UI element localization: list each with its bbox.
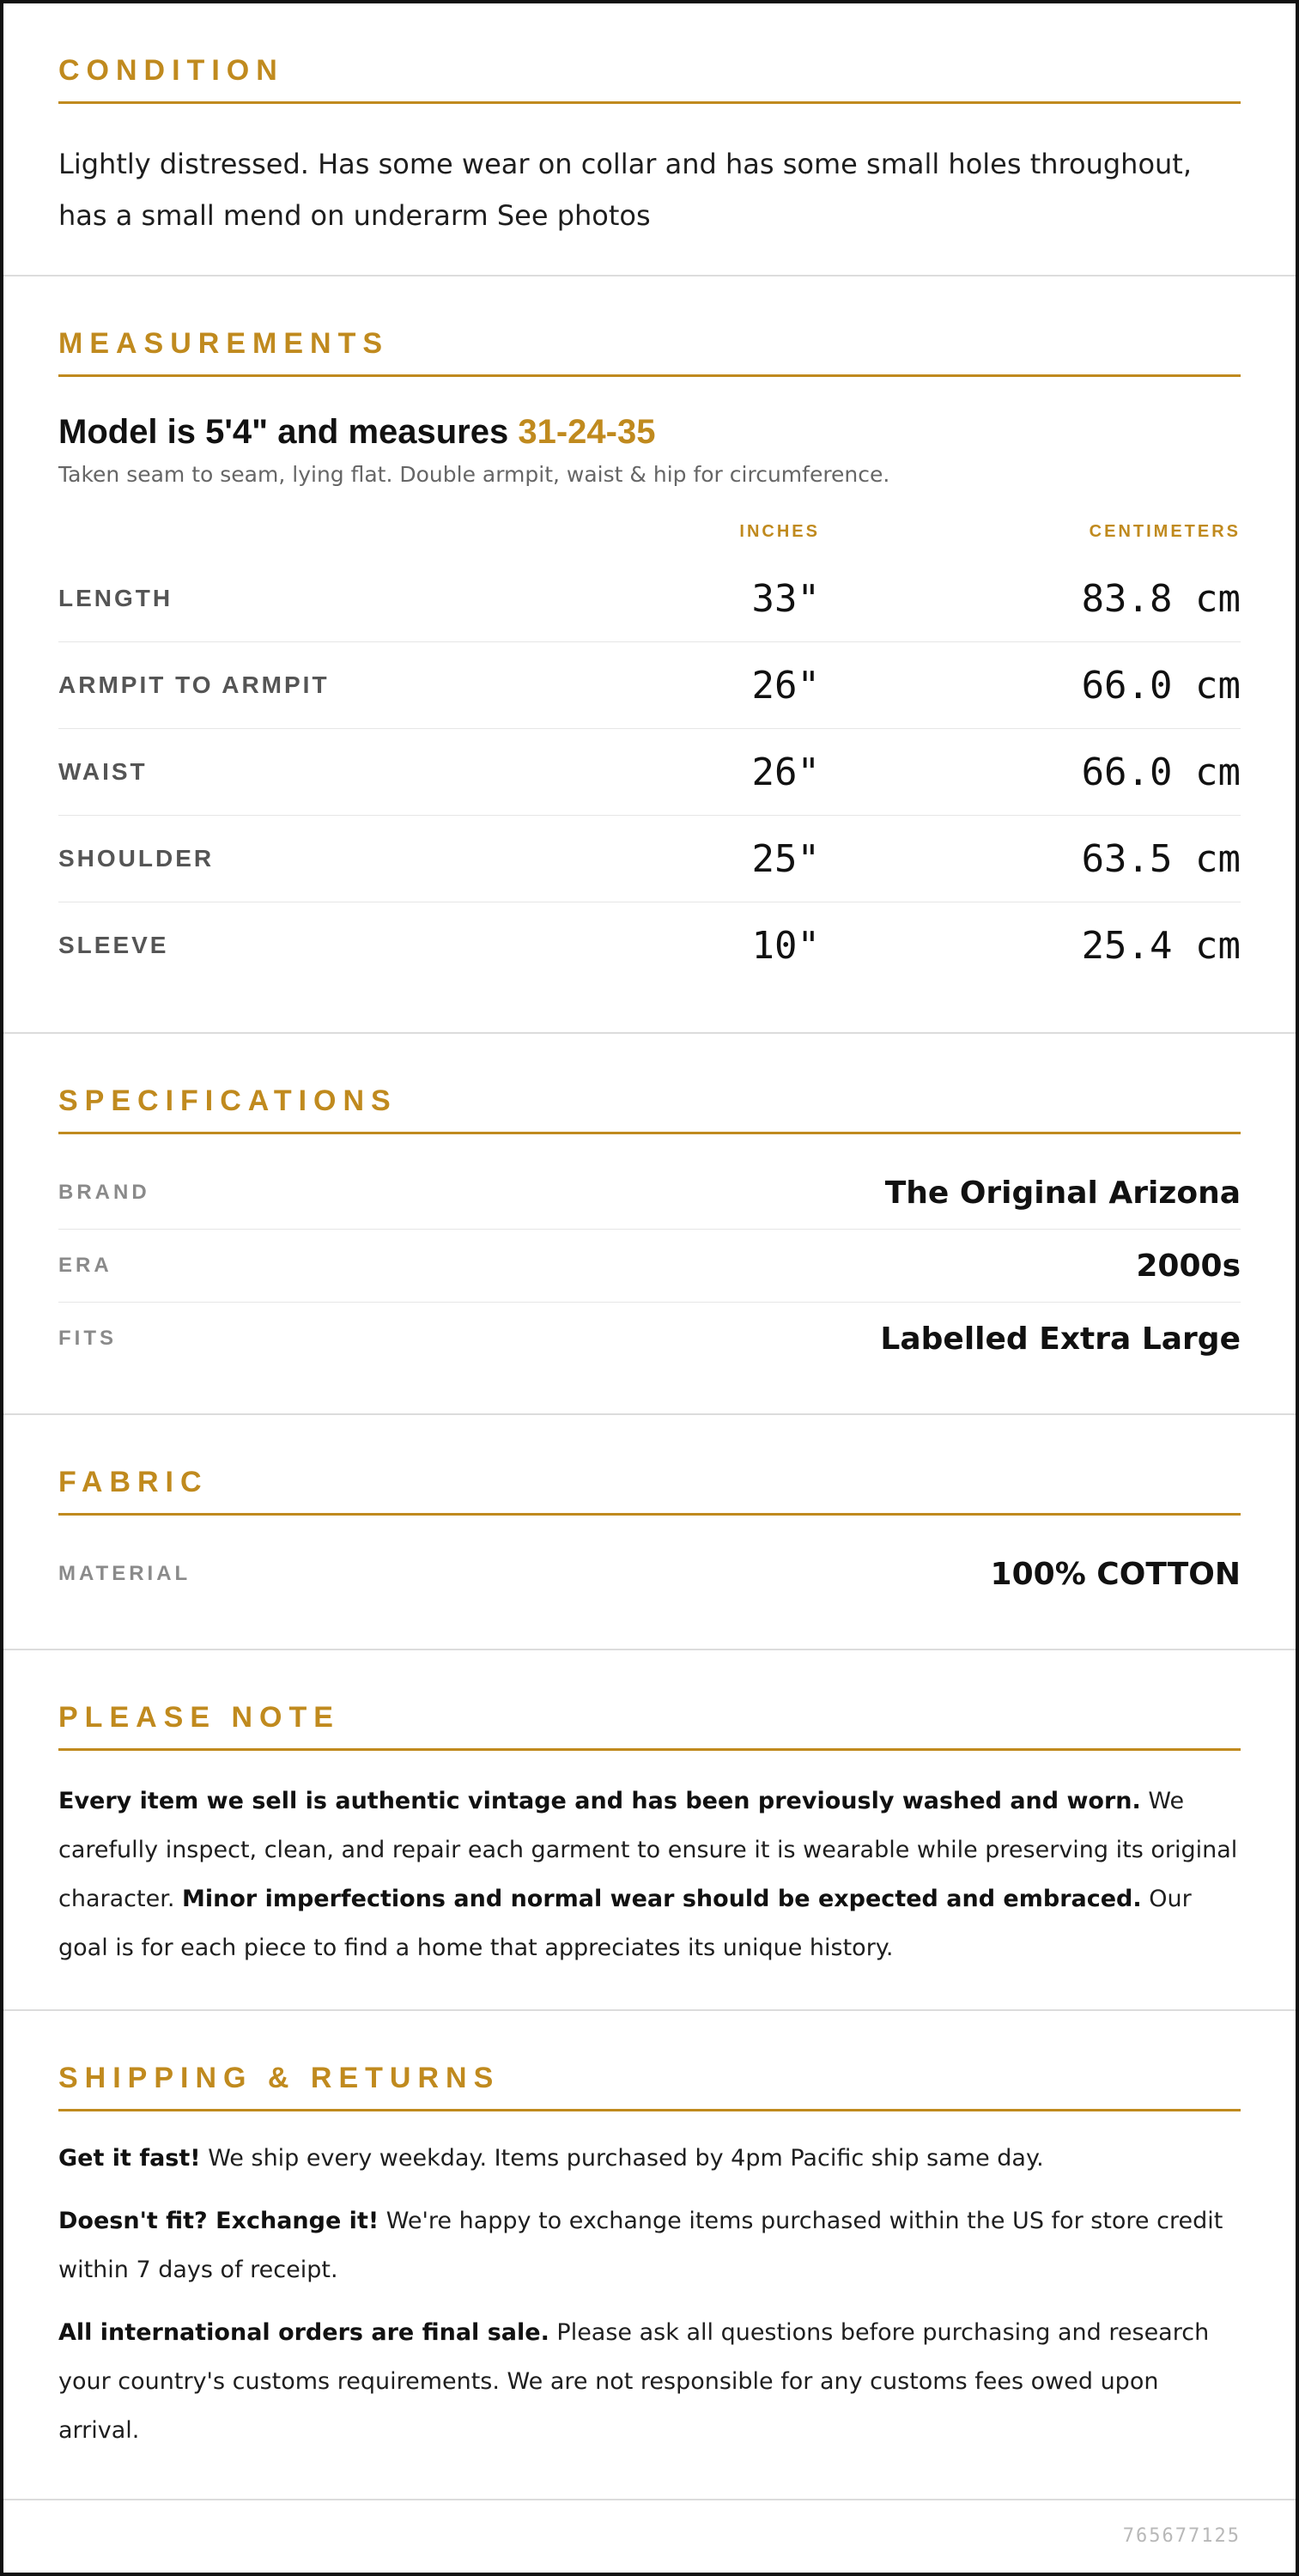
shipping-bold: Get it fast! [58, 2145, 201, 2172]
spec-row-fits [58, 1303, 1241, 1375]
measurement-table-header [58, 507, 1241, 556]
shipping-title: SHIPPING & RETURNS [58, 2011, 1241, 2111]
measurement-label: SHOULDER [58, 845, 215, 872]
shipping-section [3, 2011, 1296, 2500]
condition-text: Lightly distressed. Has some wear on collar and has some small holes throughout, has a small mend on underarm See photos [58, 148, 1193, 232]
footer [3, 2499, 1296, 2573]
measurement-cm: 66.0 cm [1081, 750, 1241, 794]
condition-section [3, 3, 1296, 276]
measurement-cm: 25.4 cm [1081, 923, 1241, 968]
measurement-cm: 63.5 cm [1081, 836, 1241, 881]
specifications-title: SPECIFICATIONS [58, 1034, 1241, 1134]
measurement-inches: 10" [751, 923, 820, 968]
note-bold-1: Every item we sell is authentic vintage and has been previously washed and worn. [58, 1788, 1141, 1814]
spec-label: FITS [58, 1327, 117, 1350]
condition-title: CONDITION [58, 3, 1241, 104]
measurement-table [58, 556, 1241, 1014]
measurement-cm: 83.8 cm [1081, 576, 1241, 621]
note-text-1: We carefully inspect, clean, and repair each garment to ensure it is wearable while preserving its original character. [58, 1788, 1238, 1912]
inches-column-header: INCHES [739, 521, 820, 541]
exchange-copy: We're happy to exchange items purchased within the US for store credit within 7 days of receipt. [58, 2208, 1223, 2283]
centimeters-column-header: CENTIMETERS [1089, 521, 1241, 541]
shipping-text [58, 2111, 1241, 2500]
spec-row-material [58, 1538, 1241, 1610]
measurements-section [3, 276, 1296, 1034]
please-note-text [58, 1751, 1241, 2007]
spec-value: 100% COTTON [990, 1556, 1241, 1592]
measurement-label: SLEEVE [58, 932, 169, 958]
measurement-row [58, 729, 1241, 816]
note-text-2: Our goal is for each piece to find a home that appreciates its unique history. [58, 1886, 1192, 1961]
specifications-section [3, 1034, 1296, 1415]
model-measurements [58, 410, 1241, 454]
fabric-section [3, 1415, 1296, 1650]
spec-label: BRAND [58, 1181, 150, 1204]
specifications-list [58, 1134, 1241, 1406]
spec-label: MATERIAL [58, 1562, 191, 1585]
measurement-row [58, 902, 1241, 988]
measurement-label: WAIST [58, 758, 148, 785]
please-note-title: PLEASE NOTE [58, 1650, 1241, 1751]
fabric-title: FABRIC [58, 1415, 1241, 1516]
measurement-cm: 66.0 cm [1081, 663, 1241, 708]
note-bold-2: Minor imperfections and normal wear should be expected and embraced. [181, 1886, 1142, 1912]
international-bold: All international orders are final sale. [58, 2319, 549, 2346]
measurement-row [58, 642, 1241, 729]
measurement-row [58, 816, 1241, 902]
measurement-label: ARMPIT TO ARMPIT [58, 671, 330, 698]
measurement-inches: 25" [751, 836, 820, 881]
measurements-title: MEASUREMENTS [58, 276, 1241, 377]
international-paragraph [58, 2308, 1241, 2455]
shipping-paragraph [58, 2134, 1241, 2183]
measurement-note: Taken seam to seam, lying flat. Double armpit, waist & hip for circumference. [58, 462, 890, 487]
spec-value: Labelled Extra Large [880, 1321, 1241, 1357]
spec-row-brand [58, 1157, 1241, 1230]
model-prefix: Model is 5'4" and measures [58, 413, 519, 451]
measurement-row [58, 556, 1241, 642]
spec-value: The Original Arizona [884, 1175, 1241, 1211]
spec-row-era [58, 1230, 1241, 1303]
measurement-inches: 33" [751, 576, 820, 621]
fabric-list [58, 1516, 1241, 1641]
exchange-bold: Doesn't fit? Exchange it! [58, 2208, 379, 2234]
international-copy: Please ask all questions before purchasing and research your country's customs requirements. We are not responsible for any customs fees owed upon arrival. [58, 2319, 1210, 2444]
measurement-inches: 26" [751, 663, 820, 708]
spec-value: 2000s [1136, 1248, 1241, 1284]
measurement-inches: 26" [751, 750, 820, 794]
measurement-label: LENGTH [58, 585, 173, 611]
please-note-section [3, 1650, 1296, 2011]
spec-label: ERA [58, 1254, 112, 1277]
sku-number: 765677125 [1122, 2524, 1241, 2547]
model-measures-value: 31-24-35 [518, 413, 656, 451]
exchange-paragraph [58, 2196, 1241, 2294]
shipping-copy: We ship every weekday. Items purchased by 4pm Pacific ship same day. [200, 2145, 1044, 2172]
